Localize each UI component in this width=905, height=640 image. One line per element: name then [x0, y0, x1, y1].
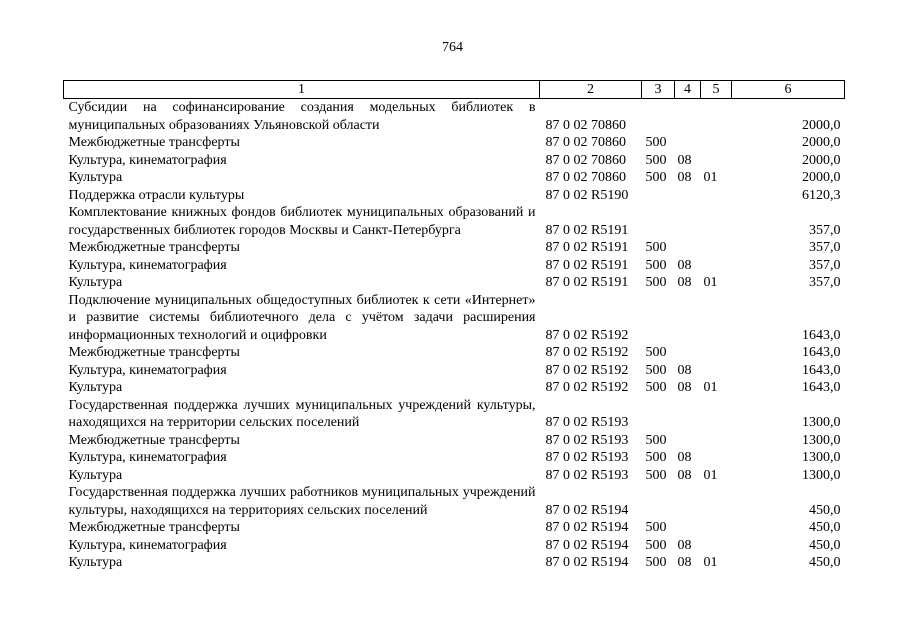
table-row: [64, 187, 845, 205]
table-row: [64, 239, 845, 257]
row-name: Культура, кинематография: [68, 450, 227, 465]
table-row: [64, 379, 845, 397]
table-row: [64, 449, 845, 467]
header-col-5: 5: [701, 81, 732, 99]
row-col-3: 500: [645, 467, 667, 483]
row-col-5: [701, 484, 732, 519]
row-col-4: 08: [677, 450, 692, 465]
row-amount: 450,0: [809, 537, 841, 553]
row-col-4: 08: [677, 257, 692, 273]
row-col-4: [675, 292, 701, 345]
row-col-5: [701, 344, 732, 362]
row-name: Культура: [68, 380, 123, 395]
table-row: [64, 257, 845, 275]
row-col-4: [675, 344, 701, 362]
row-name: Государственная поддержка лучших работников муниципальных учреждений культуры, находящихся на территориях сельских поселений: [68, 485, 536, 518]
row-col-5: 01: [703, 170, 718, 185]
row-name: Поддержка отрасли культуры: [68, 187, 245, 203]
table-row: [64, 134, 845, 152]
row-col-4: 08: [677, 275, 692, 290]
row-code: 87 0 02 R5193: [545, 467, 629, 483]
table-row: [64, 519, 845, 537]
row-amount: 2000,0: [802, 152, 841, 168]
row-col-5: [701, 204, 732, 239]
row-code: 87 0 02 R5190: [545, 187, 629, 203]
row-col-4: 08: [677, 380, 692, 395]
row-code: 87 0 02 R5192: [545, 327, 629, 343]
row-col-3: [642, 484, 675, 519]
table-row: [64, 397, 845, 432]
row-code: 87 0 02 70860: [545, 135, 626, 150]
row-code: 87 0 02 R5193: [545, 432, 629, 448]
row-amount: 1300,0: [802, 415, 841, 430]
row-col-3: [642, 99, 675, 135]
row-amount: 357,0: [809, 275, 841, 290]
row-amount: 1300,0: [802, 432, 841, 448]
row-code: 87 0 02 R5194: [545, 520, 629, 535]
table-row: [64, 344, 845, 362]
header-col-4: 4: [675, 81, 701, 99]
row-amount: 450,0: [809, 502, 841, 518]
row-amount: 1643,0: [802, 380, 841, 395]
row-col-3: [642, 292, 675, 345]
row-code: 87 0 02 R5194: [545, 502, 629, 518]
row-col-3: 500: [645, 555, 667, 570]
row-col-3: 500: [645, 152, 667, 168]
row-col-4: 08: [677, 537, 692, 553]
row-col-4: [675, 204, 701, 239]
row-name: Культура: [68, 275, 123, 290]
row-code: 87 0 02 R5194: [545, 537, 629, 553]
row-amount: 357,0: [809, 240, 841, 255]
page-number: 764: [442, 40, 463, 55]
row-col-4: 08: [677, 467, 692, 483]
row-col-5: [701, 152, 732, 170]
row-name: Межбюджетные трансферты: [68, 520, 240, 535]
row-col-5: [701, 519, 732, 537]
row-col-5: [701, 187, 732, 205]
row-amount: 2000,0: [802, 117, 841, 133]
row-name: Культура: [68, 170, 123, 185]
row-amount: 2000,0: [802, 135, 841, 150]
row-col-3: 500: [645, 520, 667, 535]
row-col-5: [701, 537, 732, 555]
row-col-4: 08: [677, 152, 692, 168]
row-col-3: 500: [645, 432, 667, 448]
budget-table: [63, 80, 845, 572]
row-col-5: 01: [703, 380, 718, 395]
row-code: 87 0 02 R5194: [545, 555, 629, 570]
row-amount: 357,0: [809, 257, 841, 273]
row-col-3: 500: [645, 240, 667, 255]
row-code: 87 0 02 R5192: [545, 380, 629, 395]
row-name: Межбюджетные трансферты: [68, 432, 240, 448]
row-amount: 6120,3: [802, 187, 841, 203]
row-col-3: 500: [645, 380, 667, 395]
header-col-6: 6: [732, 81, 845, 99]
row-amount: 1300,0: [802, 467, 841, 483]
row-col-4: 08: [677, 555, 692, 570]
row-col-3: 500: [645, 275, 667, 290]
row-col-3: 500: [645, 362, 667, 378]
row-col-3: 500: [645, 170, 667, 185]
row-col-5: [701, 432, 732, 450]
row-col-5: 01: [703, 555, 718, 570]
table-row: [64, 432, 845, 450]
table-row: [64, 554, 845, 572]
row-code: 87 0 02 R5191: [545, 257, 629, 273]
row-col-5: [701, 449, 732, 467]
row-amount: 1643,0: [802, 345, 841, 360]
table-row: [64, 484, 845, 519]
row-col-5: [701, 134, 732, 152]
row-col-5: 01: [703, 467, 718, 483]
row-amount: 1643,0: [802, 362, 841, 378]
row-col-3: [642, 187, 675, 205]
header-col-3: 3: [642, 81, 675, 99]
row-name: Государственная поддержка лучших муниципальных учреждений культуры, находящихся на территории сельских поселений: [68, 397, 536, 430]
row-col-4: [675, 397, 701, 432]
table-row: [64, 99, 845, 135]
row-col-5: [701, 397, 732, 432]
row-name: Межбюджетные трансферты: [68, 135, 240, 150]
row-name: Культура, кинематография: [68, 152, 227, 168]
row-col-3: 500: [645, 345, 667, 360]
row-col-5: [701, 239, 732, 257]
row-col-5: 01: [703, 275, 718, 290]
row-col-5: [701, 257, 732, 275]
row-amount: 450,0: [809, 555, 841, 570]
header-col-1: 1: [64, 81, 540, 99]
row-col-4: [675, 134, 701, 152]
row-name: Культура, кинематография: [68, 362, 227, 378]
table-row: [64, 169, 845, 187]
row-name: Межбюджетные трансферты: [68, 240, 240, 255]
row-col-3: 500: [645, 135, 667, 150]
table-header: [64, 81, 845, 99]
row-code: 87 0 02 R5192: [545, 345, 629, 360]
row-code: 87 0 02 70860: [545, 170, 626, 185]
row-col-3: 500: [645, 257, 667, 273]
table-row: [64, 152, 845, 170]
row-col-4: [675, 484, 701, 519]
row-name: Комплектование книжных фондов библиотек муниципальных образований и государственных библиотек городов Москвы и Санкт-Петербурга: [68, 205, 536, 238]
row-name: Культура: [68, 555, 123, 570]
row-col-4: [675, 99, 701, 135]
table-row: [64, 467, 845, 485]
table-row: [64, 292, 845, 345]
header-col-2: 2: [540, 81, 642, 99]
row-amount: 450,0: [809, 520, 841, 535]
row-col-4: [675, 519, 701, 537]
row-col-4: [675, 239, 701, 257]
row-col-4: 08: [677, 170, 692, 185]
row-code: 87 0 02 R5191: [545, 222, 629, 238]
row-col-4: [675, 432, 701, 450]
row-amount: 2000,0: [802, 170, 841, 185]
row-code: 87 0 02 70860: [545, 152, 626, 168]
table-row: [64, 362, 845, 380]
row-code: 87 0 02 R5193: [545, 450, 629, 465]
row-code: 87 0 02 R5191: [545, 275, 629, 290]
row-name: Подключение муниципальных общедоступных библиотек к сети «Интернет» и развитие системы библиотечного дела с учётом задачи расширения информационных технологий и оцифровки: [68, 292, 536, 343]
row-col-5: [701, 99, 732, 135]
row-code: 87 0 02 70860: [545, 117, 626, 133]
table-row: [64, 274, 845, 292]
row-name: Культура, кинематография: [68, 537, 227, 553]
row-col-3: [642, 204, 675, 239]
table-row: [64, 204, 845, 239]
row-amount: 357,0: [809, 222, 841, 238]
row-col-5: [701, 362, 732, 380]
row-name: Межбюджетные трансферты: [68, 345, 240, 360]
row-amount: 1643,0: [802, 327, 841, 343]
row-code: 87 0 02 R5191: [545, 240, 629, 255]
row-col-3: 500: [645, 537, 667, 553]
row-col-3: [642, 397, 675, 432]
row-name: Культура, кинематография: [68, 257, 227, 273]
row-col-5: [701, 292, 732, 345]
row-amount: 1300,0: [802, 450, 841, 465]
row-name: Культура: [68, 467, 123, 483]
row-col-3: 500: [645, 450, 667, 465]
table-body: [64, 99, 845, 572]
row-col-4: 08: [677, 362, 692, 378]
row-col-4: [675, 187, 701, 205]
row-code: 87 0 02 R5193: [545, 415, 629, 430]
table-row: [64, 537, 845, 555]
row-code: 87 0 02 R5192: [545, 362, 629, 378]
row-name: Субсидии на софинансирование создания модельных библиотек в муниципальных образованиях Ульяновской области: [68, 100, 536, 133]
